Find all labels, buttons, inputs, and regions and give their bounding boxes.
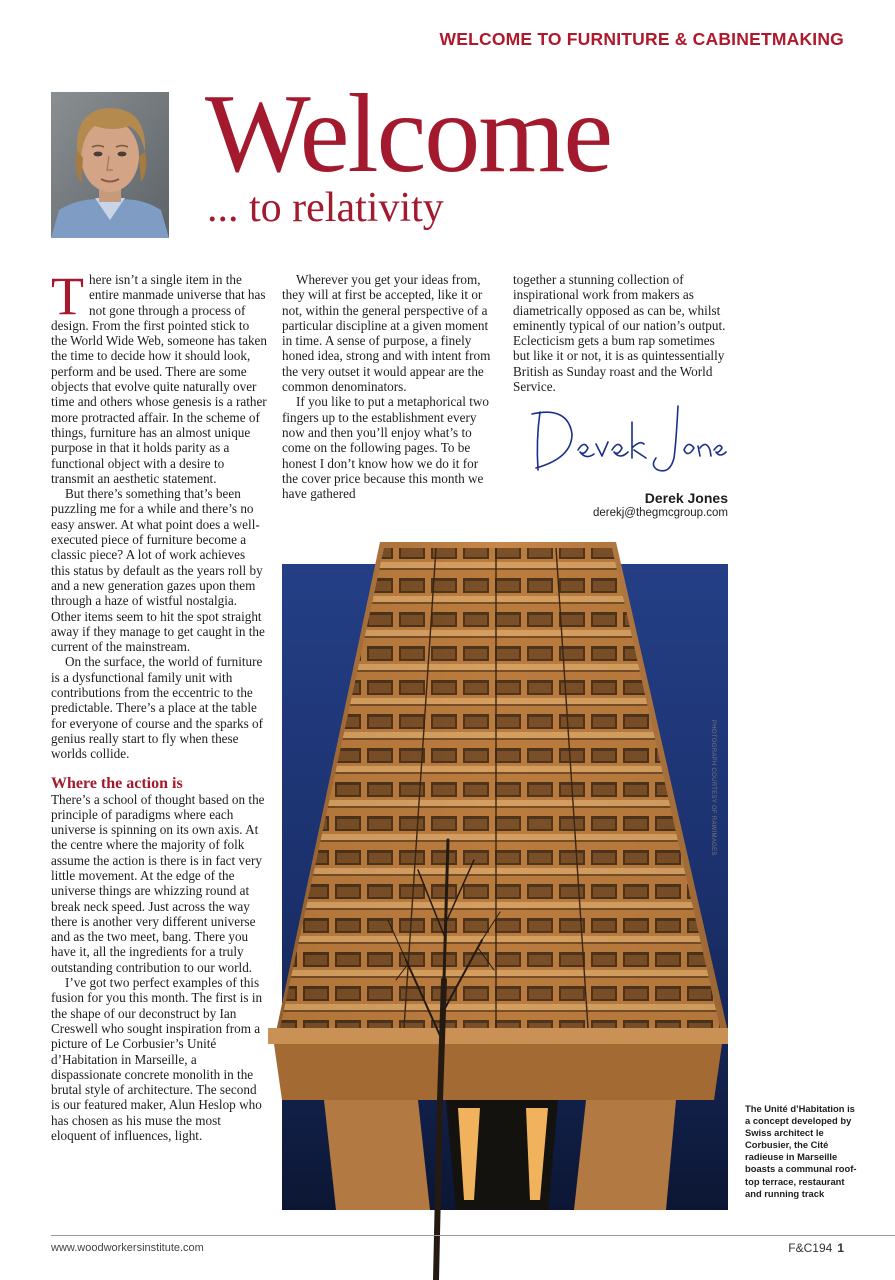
building-photo	[268, 540, 735, 1280]
handwritten-signature	[528, 400, 728, 480]
article-column-1	[51, 266, 267, 1144]
page-number: 1	[837, 1241, 844, 1255]
article-paragraph: There’s a school of thought based on the principle of paradigms where each universe is spinning on its own axis. At the centre where the majority of folk assume the action is there is in fact very little movement. At the edge of the universe things are whizzing round at break neck speed. Just across the way there is another very different universe and as the two meet, bang. There you have it, all the ingredients for a truly outstanding contribution to our world.	[51, 791, 265, 975]
issue-number: F&C194	[788, 1241, 833, 1255]
page-subtitle: ... to relativity	[207, 185, 444, 231]
article-subheading: Where the action is	[51, 774, 183, 792]
photo-credit: PHOTOGRAPH COURTESY OF RAWIMAGES	[710, 720, 716, 856]
article-paragraph: If you like to put a metaphorical two fingers up to the establishment every now and then you’ll enjoy what’s to come on the following pages. To be honest I don’t know how we do it for the cover price because this month we have gathered	[282, 394, 489, 502]
section-title: WELCOME TO FURNITURE & CABINETMAKING	[439, 29, 844, 49]
article-paragraph: I’ve got two perfect examples of this fusion for you this month. The first is in the shape of our deconstruct by Ian Creswell who sought inspiration from a picture of Le Corbusier’s Unité d’Habitation in Marseille, a dispassionate concrete monolith in the brutal style of architecture. The second is our featured maker, Alun Heslop who has chosen as his muse the most eloquent of influences, light.	[51, 975, 263, 1144]
footer-website-link[interactable]: www.woodworkersinstitute.com	[51, 1242, 204, 1254]
footer-divider	[51, 1235, 895, 1236]
author-email: derekj@thegmcgroup.com	[592, 507, 728, 519]
author-name: Derek Jones	[644, 490, 728, 506]
article-paragraph: There isn’t a single item in the entire manmade universe that has not gone through a process of design. From the first pointed stick to the World Wide Web, someone has taken the time to decide how it should look, perform and be used. There are some objects that evolve quite naturally over time and others whose genesis is a rather more protracted affair. In the scheme of things, furniture has an almost unique purpose in that it holds parity as a functional object with a desire to transmit an aesthetic statement.	[51, 266, 267, 486]
page-title: Welcome	[205, 72, 612, 196]
article-paragraph: But there’s something that’s been puzzling me for a while and there’s no easy answer. At what point does a well-executed piece of furniture become a classic piece? A lot of work achieves this status by default as the years roll by and a new generation gazes upon them through a haze of wistful nostalgia. Other items seem to hit the spot straight away if they manage to get caught in the current of the mainstream.	[51, 486, 265, 655]
article-paragraph: Wherever you get your ideas from, they will at first be accepted, like it or not, within the general perspective of a particular discipline at a given moment in time. A sense of purpose, a finely honed idea, strong and with intent from the very outset it would appear are the common denominators.	[282, 272, 491, 395]
article-paragraph: On the surface, the world of furniture is a dysfunctional family unit with contributions from the eccentric to the predictable. There’s a place at the table for everyone of course and the sparks of genius really start to fly when these worlds collide.	[51, 654, 264, 762]
drop-cap: T	[51, 266, 84, 326]
article-paragraph: together a stunning collection of inspirational work from makers as diametrically opposed as can be, whilst eminently typical of our nation’s output. Eclecticism gets a bum rap sometimes but like it or not, it is as quintessentially British as Sunday roast and the World Service.	[513, 272, 726, 395]
footer-folio	[788, 1241, 844, 1255]
article-column-3	[513, 272, 727, 394]
article-column-2	[282, 272, 496, 501]
photo-caption: The Unité d’Habitation is a concept developed by Swiss architect le Corbusier, the Cité radieuse in Marseille boasts a communal roof-top terrace, restaurant and running track	[745, 1103, 857, 1199]
author-portrait	[51, 92, 169, 238]
